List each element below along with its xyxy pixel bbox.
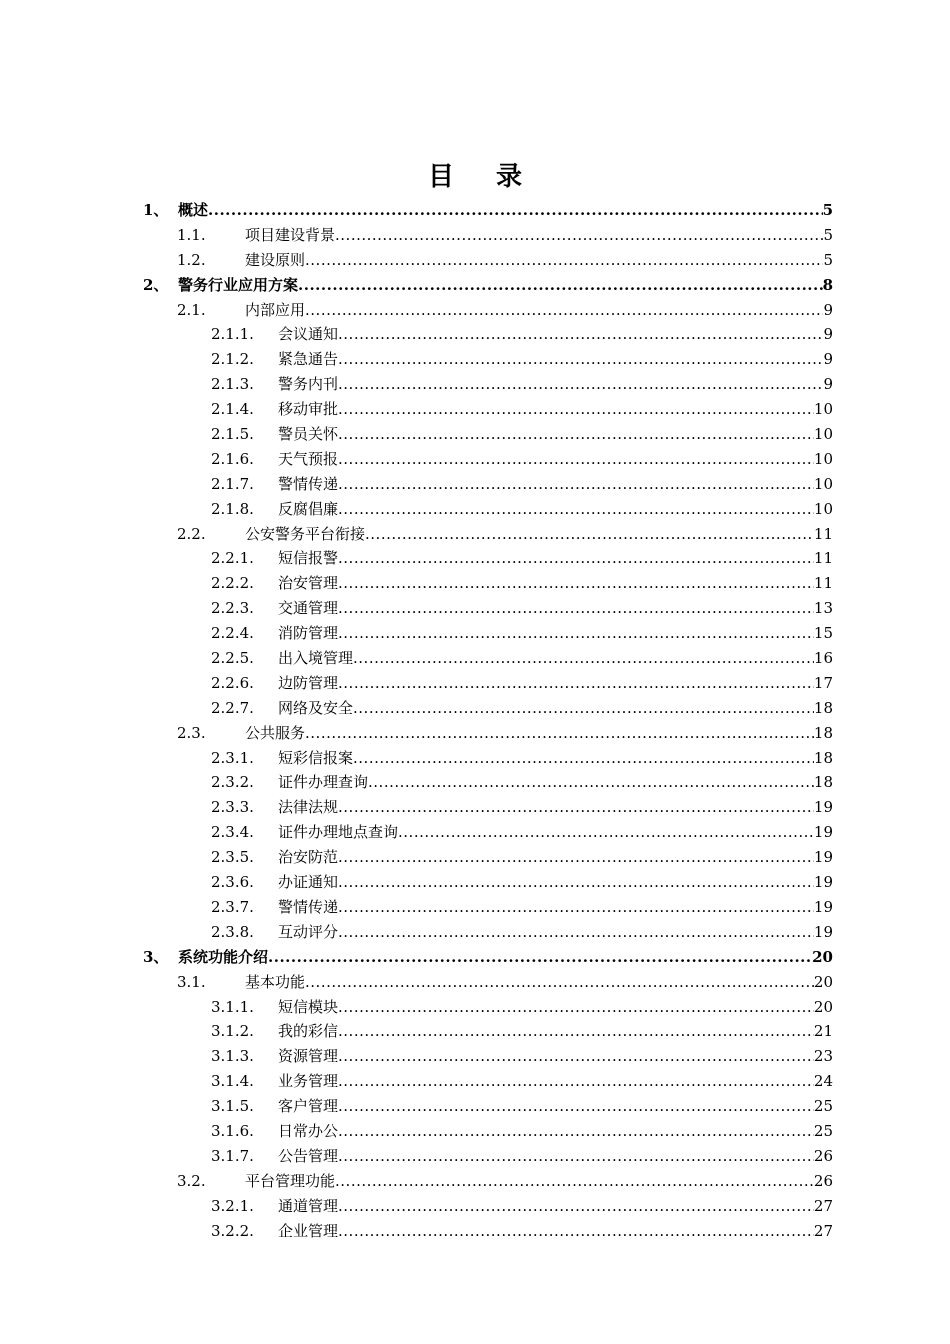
toc-entry[interactable]: [0, 1019, 950, 1044]
toc-entry[interactable]: [0, 671, 950, 696]
toc-entry-title: 反腐倡廉: [278, 499, 339, 518]
dot-leader: [338, 571, 814, 596]
toc-entry-number: 2.2.5.: [211, 649, 254, 668]
toc-entry-title: 法律法规: [278, 798, 339, 817]
toc-entry-number: 2.1.3.: [211, 375, 254, 394]
dot-leader: [338, 621, 814, 646]
toc-entry[interactable]: [0, 1094, 950, 1119]
toc-entry-line: [245, 248, 833, 273]
dot-leader: [338, 795, 814, 820]
toc-entry-number: 3.2.2.: [211, 1221, 254, 1240]
toc-entry[interactable]: [0, 322, 950, 347]
toc-entry-page-number: 26: [813, 1171, 833, 1190]
toc-entry[interactable]: [0, 198, 950, 223]
toc-entry-title: 警务行业应用方案: [178, 275, 299, 294]
toc-entry-title: 证件办理查询: [278, 773, 369, 792]
dot-leader: [353, 746, 814, 771]
toc-entry-number: 2.1.4.: [211, 400, 254, 419]
toc-entry-title: 互动评分: [278, 922, 339, 941]
toc-entry-page-number: 19: [813, 848, 833, 867]
dot-leader: [338, 870, 814, 895]
toc-entry[interactable]: [0, 1169, 950, 1194]
toc-entry[interactable]: [0, 920, 950, 945]
toc-entry[interactable]: [0, 795, 950, 820]
toc-entry-title: 警情传递: [278, 474, 339, 493]
toc-entry-number: 2.3.6.: [211, 873, 254, 892]
toc-entry-number: 1.1.: [177, 225, 206, 244]
toc-entry-number: 3.2.: [177, 1171, 206, 1190]
toc-entry-line: [278, 770, 833, 795]
dot-leader: [338, 920, 814, 945]
dot-leader: [338, 1119, 814, 1144]
toc-entry-page-number: 25: [813, 1121, 833, 1140]
toc-entry-line: [178, 945, 833, 970]
toc-entry-page-number: 19: [813, 873, 833, 892]
toc-entry-number: 3、: [143, 947, 169, 966]
toc-heading: [0, 156, 950, 193]
toc-entry-line: [278, 546, 833, 571]
toc-entry[interactable]: [0, 1144, 950, 1169]
toc-entry-page-number: 5: [823, 225, 833, 244]
toc-entry-number: 2.2.1.: [211, 549, 254, 568]
toc-entry[interactable]: [0, 845, 950, 870]
toc-entry-page-number: 16: [813, 649, 833, 668]
toc-entry-page-number: 11: [813, 524, 833, 543]
toc-entry-title: 概述: [178, 201, 209, 219]
dot-leader: [305, 298, 823, 323]
dot-leader: [338, 1219, 814, 1244]
toc-entry-page-number: 11: [813, 574, 833, 593]
toc-entry-line: [245, 1169, 833, 1194]
toc-entry[interactable]: [0, 372, 950, 397]
toc-entry-number: 2.2.4.: [211, 624, 254, 643]
toc-entry-page-number: 11: [813, 549, 833, 568]
dot-leader: [338, 447, 814, 472]
dot-leader: [338, 895, 814, 920]
dot-leader: [305, 721, 814, 746]
toc-entry-page-number: 13: [813, 599, 833, 618]
toc-entry[interactable]: [0, 571, 950, 596]
toc-entry-number: 3.1.5.: [211, 1097, 254, 1116]
toc-heading-char-1: 目: [427, 162, 454, 192]
toc-entry-number: 2.3.: [177, 723, 206, 742]
toc-entry[interactable]: [0, 596, 950, 621]
toc-entry-title: 公共服务: [245, 723, 306, 742]
dot-leader: [305, 248, 823, 273]
toc-entry-line: [278, 1219, 833, 1244]
toc-entry[interactable]: [0, 447, 950, 472]
toc-entry[interactable]: [0, 746, 950, 771]
toc-entry-title: 资源管理: [278, 1047, 339, 1066]
toc-entry-title: 公告管理: [278, 1146, 339, 1165]
dot-leader: [338, 422, 814, 447]
toc-entry-title: 紧急通告: [278, 350, 339, 369]
toc-entry-line: [278, 920, 833, 945]
toc-entry-number: 2.3.1.: [211, 748, 254, 767]
toc-entry-title: 项目建设背景: [245, 225, 336, 244]
toc-entry-number: 3.2.1.: [211, 1196, 254, 1215]
dot-leader: [338, 1069, 814, 1094]
dot-leader: [338, 347, 823, 372]
dot-leader: [338, 372, 823, 397]
toc-entry-line: [278, 322, 833, 347]
toc-entry[interactable]: [0, 522, 950, 547]
toc-entry-page-number: 15: [813, 624, 833, 643]
toc-entry-line: [278, 497, 833, 522]
toc-entry-title: 网络及安全: [278, 698, 354, 717]
toc-entry-title: 短彩信报案: [278, 748, 354, 767]
dot-leader: [305, 970, 814, 995]
dot-leader: [338, 1094, 814, 1119]
dot-leader: [338, 397, 814, 422]
toc-entry-title: 移动审批: [278, 400, 339, 419]
toc-entry-line: [278, 372, 833, 397]
toc-entry[interactable]: [0, 273, 950, 298]
toc-entry[interactable]: [0, 770, 950, 795]
toc-entry-number: 2.1.6.: [211, 449, 254, 468]
toc-entry-page-number: 9: [823, 375, 833, 394]
toc-entry-number: 2.2.2.: [211, 574, 254, 593]
toc-entry-number: 2.1.7.: [211, 474, 254, 493]
dot-leader: [338, 995, 814, 1020]
toc-entry-page-number: 9: [823, 350, 833, 369]
toc-entry-title: 基本功能: [245, 972, 306, 991]
toc-entry-title: 通道管理: [278, 1196, 339, 1215]
toc-entry-number: 2.3.3.: [211, 798, 254, 817]
toc-entry-number: 3.1.: [177, 972, 206, 991]
toc-entry-page-number: 26: [813, 1146, 833, 1165]
toc-entry-page-number: 10: [813, 425, 833, 444]
toc-entry-line: [278, 845, 833, 870]
toc-entry-line: [278, 472, 833, 497]
toc-entry-page-number: 27: [813, 1221, 833, 1240]
toc-entry-line: [278, 422, 833, 447]
toc-entry-page-number: 20: [813, 997, 833, 1016]
toc-entry-title: 边防管理: [278, 673, 339, 692]
toc-entry-page-number: 9: [823, 325, 833, 344]
toc-entry-number: 2.3.2.: [211, 773, 254, 792]
toc-entry-page-number: 19: [813, 798, 833, 817]
dot-leader: [338, 671, 814, 696]
toc-entry-line: [278, 347, 833, 372]
toc-entry-page-number: 19: [813, 922, 833, 941]
toc-entry-title: 出入境管理: [278, 649, 354, 668]
dot-leader: [335, 1169, 814, 1194]
toc-entry[interactable]: [0, 870, 950, 895]
toc-entry-page-number: 10: [813, 400, 833, 419]
toc-entry[interactable]: [0, 696, 950, 721]
toc-entry-number: 3.1.4.: [211, 1072, 254, 1091]
toc-entry-line: [278, 397, 833, 422]
toc-entry-number: 2.2.7.: [211, 698, 254, 717]
toc-entry-line: [278, 870, 833, 895]
toc-entry-number: 2.3.7.: [211, 897, 254, 916]
toc-entry-number: 3.1.1.: [211, 997, 254, 1016]
toc-entry-number: 2.1.8.: [211, 499, 254, 518]
dot-leader: [338, 1194, 814, 1219]
toc-entry-title: 办证通知: [278, 873, 339, 892]
toc-entry[interactable]: [0, 546, 950, 571]
toc-entry-number: 2.3.5.: [211, 848, 254, 867]
toc-entry-title: 会议通知: [278, 325, 339, 344]
toc-entry-title: 建设原则: [245, 250, 306, 269]
toc-entry-line: [278, 1119, 833, 1144]
toc-entry[interactable]: [0, 472, 950, 497]
toc-entry-number: 2.1.: [177, 300, 206, 319]
toc-entry[interactable]: [0, 347, 950, 372]
toc-entry-page-number: 20: [812, 947, 833, 966]
dot-leader: [365, 522, 814, 547]
dot-leader: [338, 497, 814, 522]
dot-leader: [338, 1044, 814, 1069]
toc-entry-title: 企业管理: [278, 1221, 339, 1240]
toc-entry[interactable]: [0, 945, 950, 970]
toc-entry-number: 1.2.: [177, 250, 206, 269]
toc-entry-number: 2.2.: [177, 524, 206, 543]
table-of-contents: [0, 198, 950, 1243]
toc-entry[interactable]: [0, 970, 950, 995]
toc-entry-title: 天气预报: [278, 449, 339, 468]
toc-entry[interactable]: [0, 1194, 950, 1219]
toc-entry-number: 2.1.5.: [211, 425, 254, 444]
dot-leader: [268, 945, 812, 970]
toc-entry-page-number: 21: [813, 1022, 833, 1041]
dot-leader: [338, 322, 823, 347]
toc-entry-number: 1、: [143, 201, 169, 219]
toc-entry-title: 消防管理: [278, 624, 339, 643]
toc-entry-title: 短信报警: [278, 549, 339, 568]
toc-entry-page-number: 9: [823, 300, 833, 319]
toc-entry-page-number: 20: [813, 972, 833, 991]
toc-entry-line: [278, 1194, 833, 1219]
toc-entry-line: [178, 273, 833, 298]
dot-leader: [335, 223, 823, 248]
toc-entry-page-number: 17: [813, 673, 833, 692]
toc-entry-page-number: 18: [813, 773, 833, 792]
toc-entry-title: 短信模块: [278, 997, 339, 1016]
toc-entry-number: 3.1.6.: [211, 1121, 254, 1140]
toc-entry[interactable]: [0, 895, 950, 920]
toc-entry[interactable]: [0, 1219, 950, 1244]
toc-entry-line: [278, 1069, 833, 1094]
dot-leader: [338, 472, 814, 497]
dot-leader: [338, 546, 814, 571]
toc-entry-page-number: 10: [813, 449, 833, 468]
toc-entry-page-number: 10: [813, 499, 833, 518]
toc-entry-number: 3.1.3.: [211, 1047, 254, 1066]
toc-entry-title: 内部应用: [245, 300, 306, 319]
toc-entry-line: [278, 746, 833, 771]
dot-leader: [338, 845, 814, 870]
toc-entry-line: [245, 970, 833, 995]
toc-entry-line: [245, 522, 833, 547]
toc-entry-line: [278, 671, 833, 696]
toc-entry-number: 2.1.2.: [211, 350, 254, 369]
toc-entry-title: 警员关怀: [278, 425, 339, 444]
toc-entry-line: [278, 1019, 833, 1044]
toc-entry-line: [278, 696, 833, 721]
toc-entry[interactable]: [0, 621, 950, 646]
toc-entry-title: 业务管理: [278, 1072, 339, 1091]
dot-leader: [338, 1144, 814, 1169]
toc-entry-page-number: 18: [813, 698, 833, 717]
toc-entry-number: 2.3.8.: [211, 922, 254, 941]
toc-entry-number: 2.3.4.: [211, 823, 254, 842]
toc-entry[interactable]: [0, 1069, 950, 1094]
toc-entry-title: 治安管理: [278, 574, 339, 593]
toc-entry-page-number: 5: [823, 250, 833, 269]
toc-entry-number: 2.1.1.: [211, 325, 254, 344]
toc-entry[interactable]: [0, 298, 950, 323]
toc-entry-number: 2.2.3.: [211, 599, 254, 618]
toc-entry-line: [245, 223, 833, 248]
toc-entry-page-number: 23: [813, 1047, 833, 1066]
toc-entry-line: [278, 621, 833, 646]
toc-entry[interactable]: [0, 223, 950, 248]
toc-entry[interactable]: [0, 422, 950, 447]
dot-leader: [338, 596, 814, 621]
toc-heading-char-2: 录: [496, 162, 523, 192]
toc-entry-line: [278, 820, 833, 845]
toc-entry-page-number: 10: [813, 474, 833, 493]
toc-entry-number: 2.2.6.: [211, 673, 254, 692]
dot-leader: [338, 1019, 814, 1044]
toc-entry-title: 公安警务平台衔接: [245, 524, 366, 543]
toc-entry-title: 警情传递: [278, 897, 339, 916]
toc-entry-number: 3.1.2.: [211, 1022, 254, 1041]
toc-entry-title: 平台管理功能: [245, 1171, 336, 1190]
toc-entry-line: [245, 298, 833, 323]
toc-entry-title: 日常办公: [278, 1121, 339, 1140]
toc-entry-line: [278, 1094, 833, 1119]
toc-entry-line: [278, 1144, 833, 1169]
dot-leader: [353, 696, 814, 721]
dot-leader: [298, 273, 823, 298]
toc-entry-title: 交通管理: [278, 599, 339, 618]
toc-entry-page-number: 5: [822, 201, 833, 219]
toc-entry-line: [178, 198, 833, 223]
toc-entry-line: [278, 795, 833, 820]
toc-entry-page-number: 8: [822, 275, 833, 294]
toc-entry-page-number: 24: [813, 1072, 833, 1091]
toc-entry-number: 2、: [143, 275, 169, 294]
toc-entry[interactable]: [0, 646, 950, 671]
toc-entry-line: [245, 721, 833, 746]
dot-leader: [398, 820, 814, 845]
toc-entry-line: [278, 447, 833, 472]
toc-entry[interactable]: [0, 397, 950, 422]
toc-entry-page-number: 27: [813, 1196, 833, 1215]
toc-entry-page-number: 18: [813, 748, 833, 767]
toc-entry-title: 客户管理: [278, 1097, 339, 1116]
toc-entry-title: 我的彩信: [278, 1022, 339, 1041]
toc-entry[interactable]: [0, 248, 950, 273]
toc-entry[interactable]: [0, 1119, 950, 1144]
toc-entry[interactable]: [0, 820, 950, 845]
dot-leader: [353, 646, 814, 671]
toc-entry-line: [278, 1044, 833, 1069]
toc-entry-page-number: 25: [813, 1097, 833, 1116]
toc-entry-title: 警务内刊: [278, 375, 339, 394]
toc-entry-line: [278, 571, 833, 596]
toc-entry-page-number: 19: [813, 823, 833, 842]
toc-entry-number: 3.1.7.: [211, 1146, 254, 1165]
toc-entry-page-number: 19: [813, 897, 833, 916]
toc-entry[interactable]: [0, 721, 950, 746]
toc-entry-page-number: 18: [813, 723, 833, 742]
toc-entry-title: 证件办理地点查询: [278, 823, 399, 842]
toc-entry[interactable]: [0, 1044, 950, 1069]
toc-entry-line: [278, 646, 833, 671]
toc-entry-line: [278, 895, 833, 920]
toc-entry-title: 系统功能介绍: [178, 947, 269, 966]
dot-leader: [368, 770, 814, 795]
dot-leader: [208, 198, 823, 223]
toc-entry[interactable]: [0, 995, 950, 1020]
toc-entry-line: [278, 995, 833, 1020]
toc-entry[interactable]: [0, 497, 950, 522]
toc-entry-title: 治安防范: [278, 848, 339, 867]
toc-entry-line: [278, 596, 833, 621]
